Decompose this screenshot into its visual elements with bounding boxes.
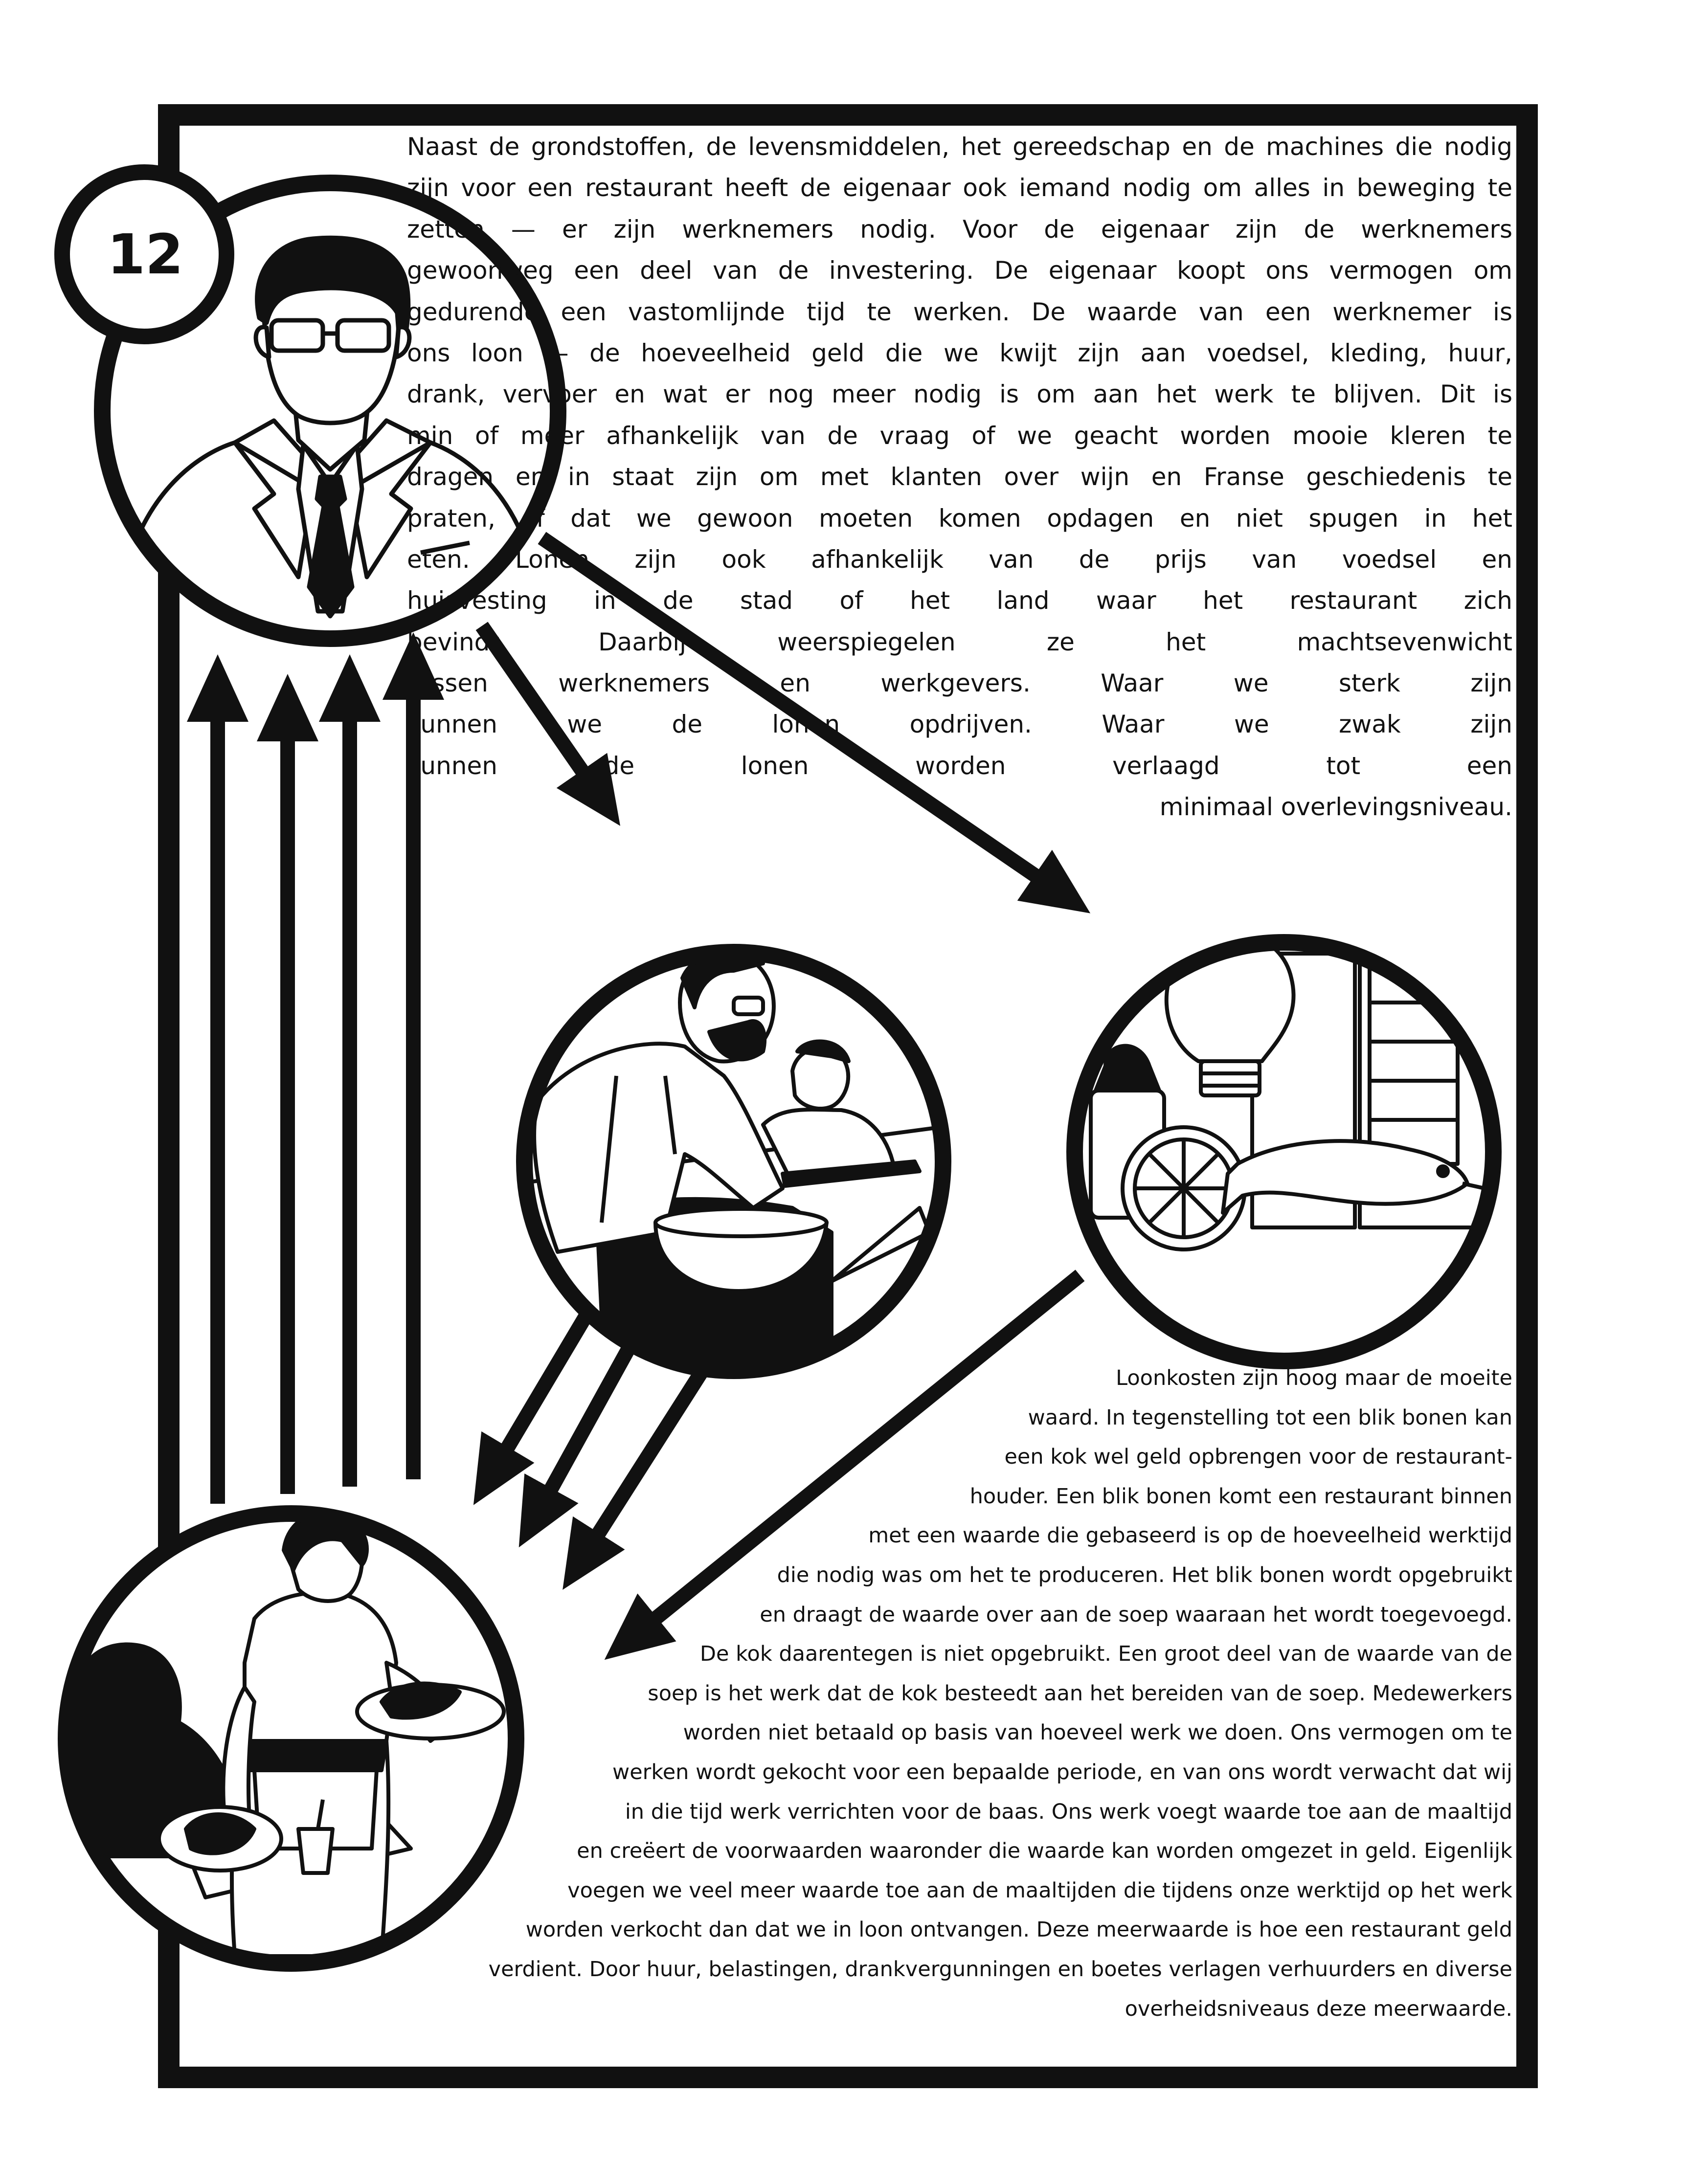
text-line: gedurende een vastomlijnde tijd te werken. De waarde van een werknemer is [407,297,1512,326]
text-line: kunnen we de lonen opdrijven. Waar we zwak zijn [407,710,1512,739]
text-line: drank, vervoer en wat er nog meer nodig is om aan het werk te blijven. Dit is [407,380,1512,409]
cooks-kitchen-icon [518,952,959,1418]
text-line: voegen we veel meer waarde toe aan de maaltijden die tijdens onze werktijd op het werk [567,1878,1512,1903]
text-line: kunnen de lonen worden verlaagd tot een [407,751,1512,780]
text-line: zijn voor een restaurant heeft de eigenaar ook iemand nodig om alles in beweging te [407,174,1512,202]
text-line: en creëert de voorwaarden waaronder die waarde kan worden omgezet in geld. Eigenlijk [577,1839,1512,1864]
text-line: min of meer afhankelijk van de vraag of we geacht worden mooie kleren te [407,421,1512,450]
text-line: De kok daarentegen is niet opgebruikt. Een groot deel van de waarde van de [699,1642,1512,1667]
text-line: huisvesting in de stad of het land waar het restaurant zich [407,586,1512,615]
text-line: zetten — er zijn werknemers nodig. Voor de eigenaar zijn de werknemers [407,215,1512,244]
wages-text [407,1359,1512,2028]
text-line: Naast de grondstoffen, de levensmiddelen, het gereedschap en de machines die nodig [407,133,1512,161]
text-line: minimaal overlevingsniveau. [1159,793,1512,822]
text-line: bevindt. Daarbij weerspiegelen ze het machtsevenwicht [407,627,1512,656]
text-line: houder. Een blik bonen komt een restaurant binnen [969,1484,1512,1509]
text-line: soep is het werk dat de kok besteedt aan het bereiden van de soep. Medewerkers [648,1681,1512,1706]
text-line: een kok wel geld opbrengen voor de restaurant- [1004,1445,1512,1470]
text-line: ons loon — de hoeveelheid geld die we kwijt zijn aan voedsel, kleding, huur, [407,338,1512,367]
text-line: verdient. Door huur, belastingen, drankvergunningen en boetes verlagen verhuurders en diverse [488,1957,1512,1982]
text-line: praten, of dat we gewoon moeten komen opdagen en niet spugen in het [407,504,1512,533]
text-line: worden niet betaald op basis van hoeveel werk we doen. Ons vermogen om te [683,1720,1512,1745]
text-line: met een waarde die gebaseerd is op de hoeveelheid werktijd [868,1523,1512,1548]
text-line: en draagt de waarde over aan de soep waaraan het wordt toegevoegd. [760,1602,1512,1627]
text-line: die nodig was om het te produceren. Het blik bonen wordt opgebruikt [777,1562,1512,1587]
text-line: Loonkosten zijn hoog maar de moeite [1116,1366,1512,1390]
text-line: in die tijd werk verrichten voor de baas. Ons werk voegt waarde toe aan de maaltijd [625,1799,1512,1824]
text-line: werken wordt gekocht voor een bepaalde periode, en van ons wordt verwacht dat wij [612,1760,1512,1784]
text-line: dragen en in staat zijn om met klanten over wijn en Franse geschiedenis te [407,463,1512,491]
text-line: tussen werknemers en werkgevers. Waar we sterk zijn [407,669,1512,698]
text-line: waard. In tegenstelling tot een blik bonen kan [1028,1405,1512,1430]
text-line: eten. Lonen zijn ook afhankelijk van de prijs van voedsel en [407,545,1512,574]
page-number: 12 [107,223,183,287]
text-line: gewoonweg een deel van de investering. De eigenaar koopt ons vermogen om [407,256,1512,285]
text-line: overheidsniveaus deze meerwaarde. [1125,1996,1512,2021]
text-line: worden verkocht dan dat we in loon ontvangen. Deze meerwaarde is hoe een restaurant geld [525,1917,1512,1942]
intro-text [407,126,1512,828]
kitchen-supplies-icon [1075,932,1507,1361]
